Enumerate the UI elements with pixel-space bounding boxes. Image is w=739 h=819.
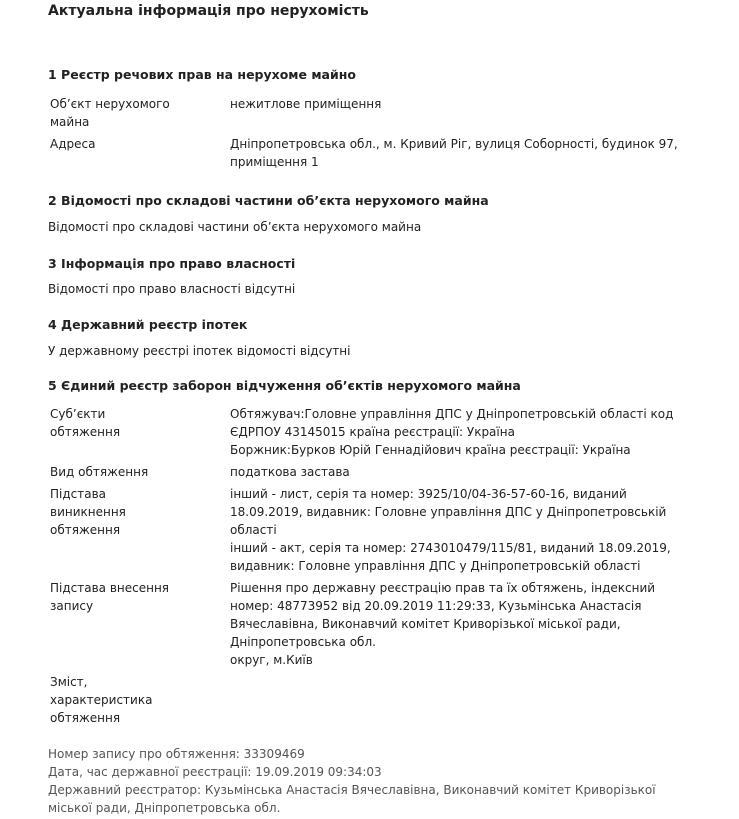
basis-letter: інший - лист, серія та номер: 3925/10/04-36-57-60-16, виданий 18.09.2019, видавник: Головне управління ДПС у Дніпропетровській області [230,487,667,537]
subjects-value [230,405,685,459]
basis-label: Підстава виникнення обтяження [50,487,126,537]
page-title: Актуальна інформація про нерухомість [48,3,369,19]
type-value: податкова застава [230,465,350,479]
registration-date: Дата, час державної реєстрації: 19.09.2019 09:34:03 [48,765,382,779]
section-2-text: Відомості про складові частини об’єкта нерухомого майна [48,220,422,234]
section-5-heading: 5 Єдиний реєстр заборон відчуження об’єктів нерухомого майна [48,378,521,393]
entry-district: округ, м.Київ [230,653,313,667]
subject-debtor: Боржник:Бурков Юрій Геннадійович країна реєстрації: Україна [230,443,631,457]
section-3-text: Відомості про право власності відсутні [48,282,296,296]
section-2-heading: 2 Відомості про складові частини об’єкта нерухомого майна [48,193,489,208]
subjects-label: Суб’єкти обтяження [50,407,121,439]
section-3-heading: 3 Інформація про право власності [48,256,296,271]
registrar: Державний реєстратор: Кузьмінська Анастасія Вячеславівна, Виконавчий комітет Криворізької міської ради, Дніпропетровська обл. [48,783,656,815]
section-4-text: У державному реєстрі іпотек відомості відсутні [48,344,351,358]
address-label: Адреса [50,137,96,151]
section-1-heading: 1 Реєстр речових прав на нерухоме майно [48,67,356,82]
content-label: Зміст, характеристика обтяження [50,675,153,725]
object-value: нежитлове приміщення [230,97,382,111]
entry-label: Підстава внесення запису [50,581,170,613]
entry-decision: Рішення про державну реєстрацію прав та їх обтяжень, індексний номер: 48773952 від 20.09.2019 11:29:33, Кузьмінська Анастасія Вячеславівна, Виконавчий комітет Криворізької міської ради, Дніпропетровська обл. [230,581,656,649]
entry-value [230,579,670,669]
basis-act: інший - акт, серія та номер: 2743010479/115/81, виданий 18.09.2019, видавник: Головне управління ДПС у Дніпропетровській області [230,541,671,573]
address-value: Дніпропетровська обл., м. Кривий Ріг, вулиця Соборності, будинок 97, приміщення 1 [230,137,678,169]
basis-value [230,485,680,575]
section-4-heading: 4 Державний реєстр іпотек [48,317,248,332]
subject-encumbrancer: Обтяжувач:Головне управління ДПС у Дніпропетровській області код ЄДРПОУ 43145015 країна реєстрації: Україна [230,407,674,439]
object-label: Об’єкт нерухомого майна [50,97,170,129]
type-label: Вид обтяження [50,465,149,479]
record-number: Номер запису про обтяження: 33309469 [48,747,305,761]
